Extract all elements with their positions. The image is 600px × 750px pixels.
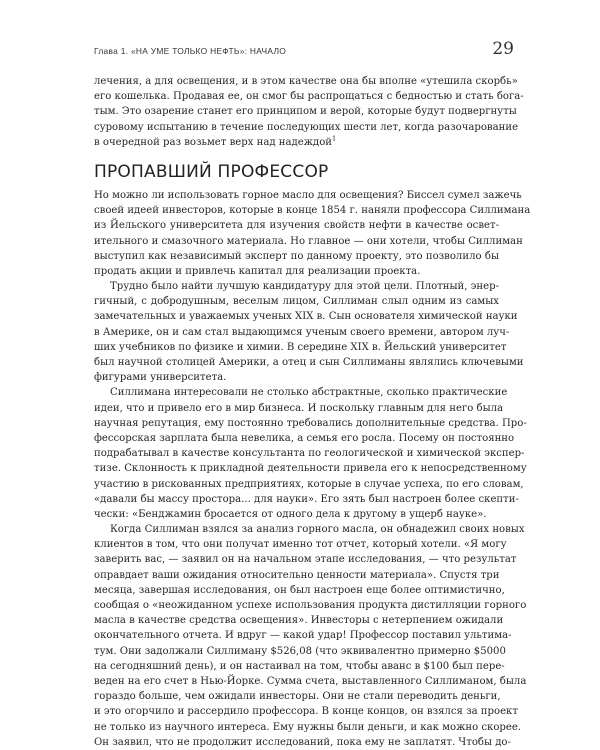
- text-line: месяца, завершая исследования, он был настроен еще более оптимистично,: [94, 584, 505, 596]
- text-line: сообщая о «неожиданном успехе использования продукта дистилляции горного: [94, 600, 527, 611]
- text-line: масла в качестве средства освещения». Инвесторы с нетерпением ожидали: [94, 615, 504, 627]
- paragraph: [94, 188, 531, 279]
- text-line: не только из научного интереса. Ему нужны были деньги, и как можно скорее.: [94, 721, 522, 733]
- text-line: из Йельского университета для изучения свойств нефти в качестве освет-: [94, 220, 499, 232]
- text-line: чески: «Бенджамин бросается от одного дела к другому в ущерб науке».: [94, 508, 487, 520]
- text-line: Он заявил, что не продолжит исследований, пока ему не заплатят. Чтобы до-: [94, 736, 511, 748]
- section-heading: ПРОПАВШИЙ ПРОФЕССОР: [94, 161, 329, 182]
- text-line: тум. Они задолжали Силлиману $526,08 (что эквивалентно примерно $5000: [94, 645, 506, 657]
- text-line: веден на его счет в Нью-Йорке. Сумма счета, выставленного Силлиманом, была: [94, 675, 527, 687]
- text-line: тым. Это озарение станет его принципом и верой, которые будут подвергнуты: [94, 106, 517, 118]
- text-line: оправдает ваши ожидания относительно ценности материала». Спустя три: [94, 569, 500, 581]
- text-line: на сегодняшний день), и он настаивал на том, чтобы аванс в $100 был пере-: [94, 660, 505, 672]
- chapter-title: Глава 1. «НА УМЕ ТОЛЬКО НЕФТЬ»: НАЧАЛО: [94, 46, 287, 56]
- paragraph: [94, 385, 527, 522]
- text-line: заверить вас, — заявил он на начальном этапе исследования, — что результат: [94, 554, 517, 566]
- text-line: Трудно было найти лучшую кандидатуру для этой цели. Плотный, энер-: [110, 281, 499, 293]
- text-line: выступил как независимый эксперт по данному проекту, это позволило бы: [94, 250, 499, 262]
- text-line: подрабатывал в качестве консультанта по геологической и химической экспер-: [94, 448, 525, 460]
- text-line: ших учебников по физике и химии. В середине XIX в. Йельский университет: [94, 341, 507, 353]
- text-line: клиентов в том, что они получат именно тот отчет, который хотели. «Я могу: [94, 539, 507, 551]
- text-line: тизе. Склонность к прикладной деятельности привела его к непосредственному: [94, 463, 527, 475]
- text-line: фигурами университета.: [94, 372, 227, 384]
- text-line: научная репутация, ему постоянно требовались дополнительные средства. Про-: [94, 417, 527, 429]
- text-line: Когда Силлиман взялся за анализ горного масла, он обнадежил своих новых: [110, 524, 525, 536]
- text-line: замечательных и уважаемых ученых XIX в. Сын основателя химической науки: [94, 311, 518, 323]
- text-line: окончательного отчета. И вдруг — какой удар! Профессор поставил ультима-: [94, 630, 512, 642]
- text-line: в Америке, он и сам стал выдающимся ученым своего времени, автором луч-: [94, 326, 510, 338]
- text-line: участию в рискованных предприятиях, которые в случае успеха, по его словам,: [94, 478, 524, 490]
- paragraph: [94, 279, 524, 385]
- text-line: лечения, а для освещения, и в этом качестве она бы вполне «утешила скорбь»: [94, 76, 518, 87]
- text-line: [94, 135, 499, 150]
- text-line: идеи, что и привело его в мир бизнеса. И поскольку главным для него была: [94, 402, 504, 414]
- text-line: Но можно ли использовать горное масло для освещения? Биссел сумел зажечь: [94, 189, 522, 201]
- footnote-reference[interactable]: 1: [332, 134, 337, 143]
- text-line-content: в очередной раз возьмет верх над надеждой: [94, 136, 333, 148]
- page-number: 29: [492, 39, 514, 59]
- text-line: фессорская зарплата была невелика, а семья его росла. Посему он постоянно: [94, 432, 515, 444]
- text-line: Силлимана интересовали не столько абстрактные, сколько практические: [110, 387, 508, 399]
- text-line: продать акции и привлечь капитал для реализации проекта.: [94, 265, 421, 277]
- text-line: ительного и смазочного материала. Но главное — они хотели, чтобы Силлиман: [94, 235, 523, 247]
- text-line: гичный, с добродушным, веселым лицом, Силлиман слыл одним из самых: [94, 296, 499, 308]
- text-line: гораздо больше, чем ожидали инвесторы. Они не стали переводить деньги,: [94, 691, 501, 703]
- text-line: «давали бы массу простора... для науки». Его зять был настроен более скепти-: [94, 493, 519, 505]
- text-line: был научной столицей Америки, а отец и сын Силлиманы являлись ключевыми: [94, 357, 524, 368]
- intro-paragraph: [94, 74, 524, 150]
- page-body: [94, 74, 531, 750]
- text-line: и это огорчило и рассердило профессора. В конце концов, он взялся за проект: [94, 706, 518, 718]
- text-line: своей идеей инвесторов, которые в конце 1854 г. наняли профессора Силлимана: [94, 205, 531, 217]
- paragraph: [94, 522, 527, 750]
- text-line: суровому испытанию в течение последующих шести лет, когда разочарование: [94, 121, 519, 133]
- running-header: [94, 40, 514, 62]
- text-line: его кошелька. Продавая ее, он смог бы распрощаться с бедностью и стать бога-: [94, 91, 524, 103]
